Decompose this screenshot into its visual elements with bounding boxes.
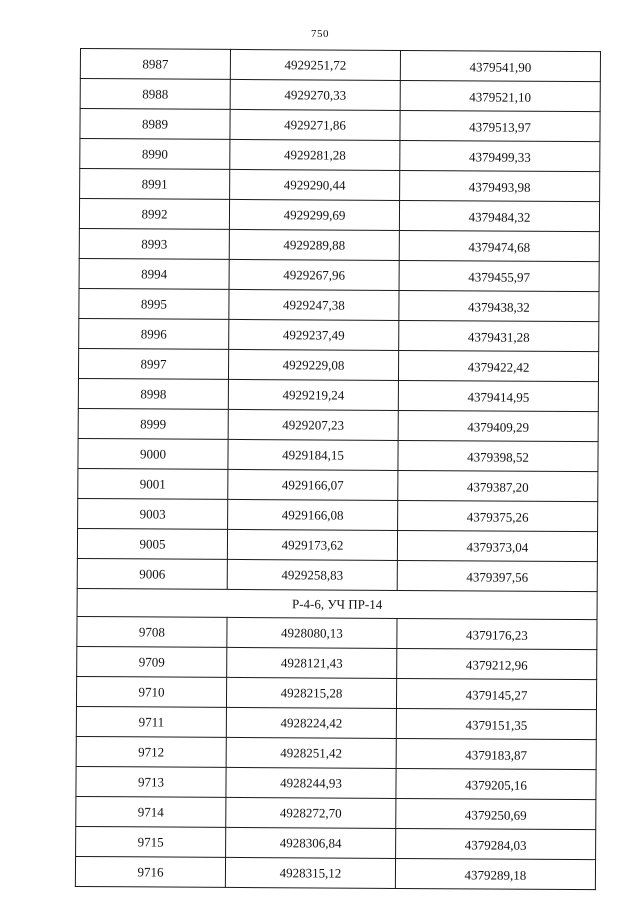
y-coordinate-cell: 4379409,29: [398, 410, 598, 441]
y-coordinate-cell: 4379521,10: [400, 80, 600, 111]
y-coordinate-cell: 4379387,20: [398, 470, 598, 501]
table-row: [80, 109, 600, 142]
point-number-cell: 8995: [79, 288, 229, 319]
y-coordinate-cell: 4379151,35: [396, 708, 596, 739]
point-number-cell: 9715: [76, 826, 226, 857]
point-number-cell: 9710: [76, 676, 226, 707]
point-number-cell: 9001: [78, 468, 228, 499]
table-row: [78, 468, 598, 501]
table-row: [75, 856, 595, 889]
x-coordinate-cell: 4929289,88: [229, 229, 399, 260]
x-coordinate-cell: 4929267,96: [229, 259, 399, 290]
point-number-cell: 8990: [80, 139, 230, 170]
point-number-cell: 8992: [79, 199, 229, 230]
x-coordinate-cell: 4929229,08: [228, 349, 398, 380]
point-number-cell: 8989: [80, 109, 230, 140]
point-number-cell: 8997: [78, 348, 228, 379]
x-coordinate-cell: 4929270,33: [230, 79, 400, 110]
y-coordinate-cell: 4379499,33: [400, 140, 600, 171]
y-coordinate-cell: 4379212,96: [397, 648, 597, 679]
y-coordinate-cell: 4379484,32: [399, 200, 599, 231]
x-coordinate-cell: 4928121,43: [227, 647, 397, 678]
table-row: [80, 169, 600, 202]
table-row: [78, 498, 598, 531]
y-coordinate-cell: 4379513,97: [400, 110, 600, 141]
section-title: Р-4-6, УЧ ПР-14: [77, 588, 597, 619]
point-number-cell: 8994: [79, 258, 229, 289]
point-number-cell: 9006: [77, 558, 227, 589]
x-coordinate-cell: 4929166,07: [228, 469, 398, 500]
x-coordinate-cell: 4928215,28: [226, 677, 396, 708]
table-row: [79, 258, 599, 291]
y-coordinate-cell: 4379373,04: [397, 530, 597, 561]
x-coordinate-cell: 4929173,62: [227, 529, 397, 560]
point-number-cell: 9716: [75, 856, 225, 887]
y-coordinate-cell: 4379455,97: [399, 260, 599, 291]
x-coordinate-cell: 4928272,70: [226, 797, 396, 828]
point-number-cell: 9711: [76, 706, 226, 737]
x-coordinate-cell: 4929299,69: [229, 199, 399, 230]
table-row: [79, 199, 599, 232]
table-row: [78, 438, 598, 471]
y-coordinate-cell: 4379284,03: [396, 828, 596, 859]
y-coordinate-cell: 4379398,52: [398, 440, 598, 471]
table-row: [79, 318, 599, 351]
x-coordinate-cell: 4929166,08: [228, 499, 398, 530]
y-coordinate-cell: 4379431,28: [399, 320, 599, 351]
x-coordinate-cell: 4929219,24: [228, 379, 398, 410]
x-coordinate-cell: 4929271,86: [230, 109, 400, 140]
coordinates-table-body: [75, 49, 600, 890]
x-coordinate-cell: 4928244,93: [226, 767, 396, 798]
point-number-cell: 8991: [80, 169, 230, 200]
point-number-cell: 9708: [77, 616, 227, 647]
x-coordinate-cell: 4929281,28: [230, 139, 400, 170]
point-number-cell: 8998: [78, 378, 228, 409]
y-coordinate-cell: 4379375,26: [398, 500, 598, 531]
x-coordinate-cell: 4928306,84: [226, 827, 396, 858]
page-number: 750: [311, 28, 329, 40]
point-number-cell: 8993: [79, 228, 229, 259]
table-row: [80, 49, 600, 82]
table-row: [80, 139, 600, 172]
y-coordinate-cell: 4379422,42: [398, 350, 598, 381]
y-coordinate-cell: 4379183,87: [396, 738, 596, 769]
x-coordinate-cell: 4929247,38: [229, 289, 399, 320]
x-coordinate-cell: 4929258,83: [227, 559, 397, 590]
point-number-cell: 8999: [78, 408, 228, 439]
point-number-cell: 8996: [79, 318, 229, 349]
point-number-cell: 9000: [78, 438, 228, 469]
point-number-cell: 9712: [76, 736, 226, 767]
y-coordinate-cell: 4379397,56: [397, 560, 597, 591]
table-row: [76, 796, 596, 829]
x-coordinate-cell: 4928080,13: [227, 617, 397, 648]
x-coordinate-cell: 4928224,42: [226, 707, 396, 738]
x-coordinate-cell: 4928315,12: [225, 857, 395, 888]
table-row: [79, 228, 599, 261]
point-number-cell: 9005: [77, 528, 227, 559]
x-coordinate-cell: 4929207,23: [228, 409, 398, 440]
point-number-cell: 8988: [80, 79, 230, 110]
coordinates-table-wrapper: [75, 48, 600, 890]
y-coordinate-cell: 4379145,27: [396, 678, 596, 709]
section-header-row: [77, 588, 597, 619]
table-row: [76, 736, 596, 769]
y-coordinate-cell: 4379250,69: [396, 798, 596, 829]
coordinates-table: [75, 48, 601, 890]
point-number-cell: 9709: [77, 646, 227, 677]
x-coordinate-cell: 4929290,44: [230, 169, 400, 200]
x-coordinate-cell: 4929251,72: [230, 49, 400, 80]
y-coordinate-cell: 4379289,18: [395, 858, 595, 889]
table-row: [79, 288, 599, 321]
y-coordinate-cell: 4379493,98: [400, 170, 600, 201]
table-row: [77, 646, 597, 679]
table-row: [77, 616, 597, 649]
y-coordinate-cell: 4379541,90: [400, 50, 600, 81]
table-row: [77, 558, 597, 591]
x-coordinate-cell: 4929184,15: [228, 439, 398, 470]
table-row: [80, 79, 600, 112]
point-number-cell: 8987: [80, 49, 230, 80]
table-row: [76, 676, 596, 709]
table-row: [78, 378, 598, 411]
point-number-cell: 9713: [76, 766, 226, 797]
table-row: [76, 766, 596, 799]
x-coordinate-cell: 4928251,42: [226, 737, 396, 768]
table-row: [77, 528, 597, 561]
table-row: [78, 408, 598, 441]
table-row: [76, 706, 596, 739]
x-coordinate-cell: 4929237,49: [229, 319, 399, 350]
point-number-cell: 9714: [76, 796, 226, 827]
y-coordinate-cell: 4379176,23: [397, 618, 597, 649]
point-number-cell: 9003: [78, 498, 228, 529]
y-coordinate-cell: 4379474,68: [399, 230, 599, 261]
table-row: [78, 348, 598, 381]
y-coordinate-cell: 4379205,16: [396, 768, 596, 799]
y-coordinate-cell: 4379414,95: [398, 380, 598, 411]
table-row: [76, 826, 596, 859]
y-coordinate-cell: 4379438,32: [399, 290, 599, 321]
